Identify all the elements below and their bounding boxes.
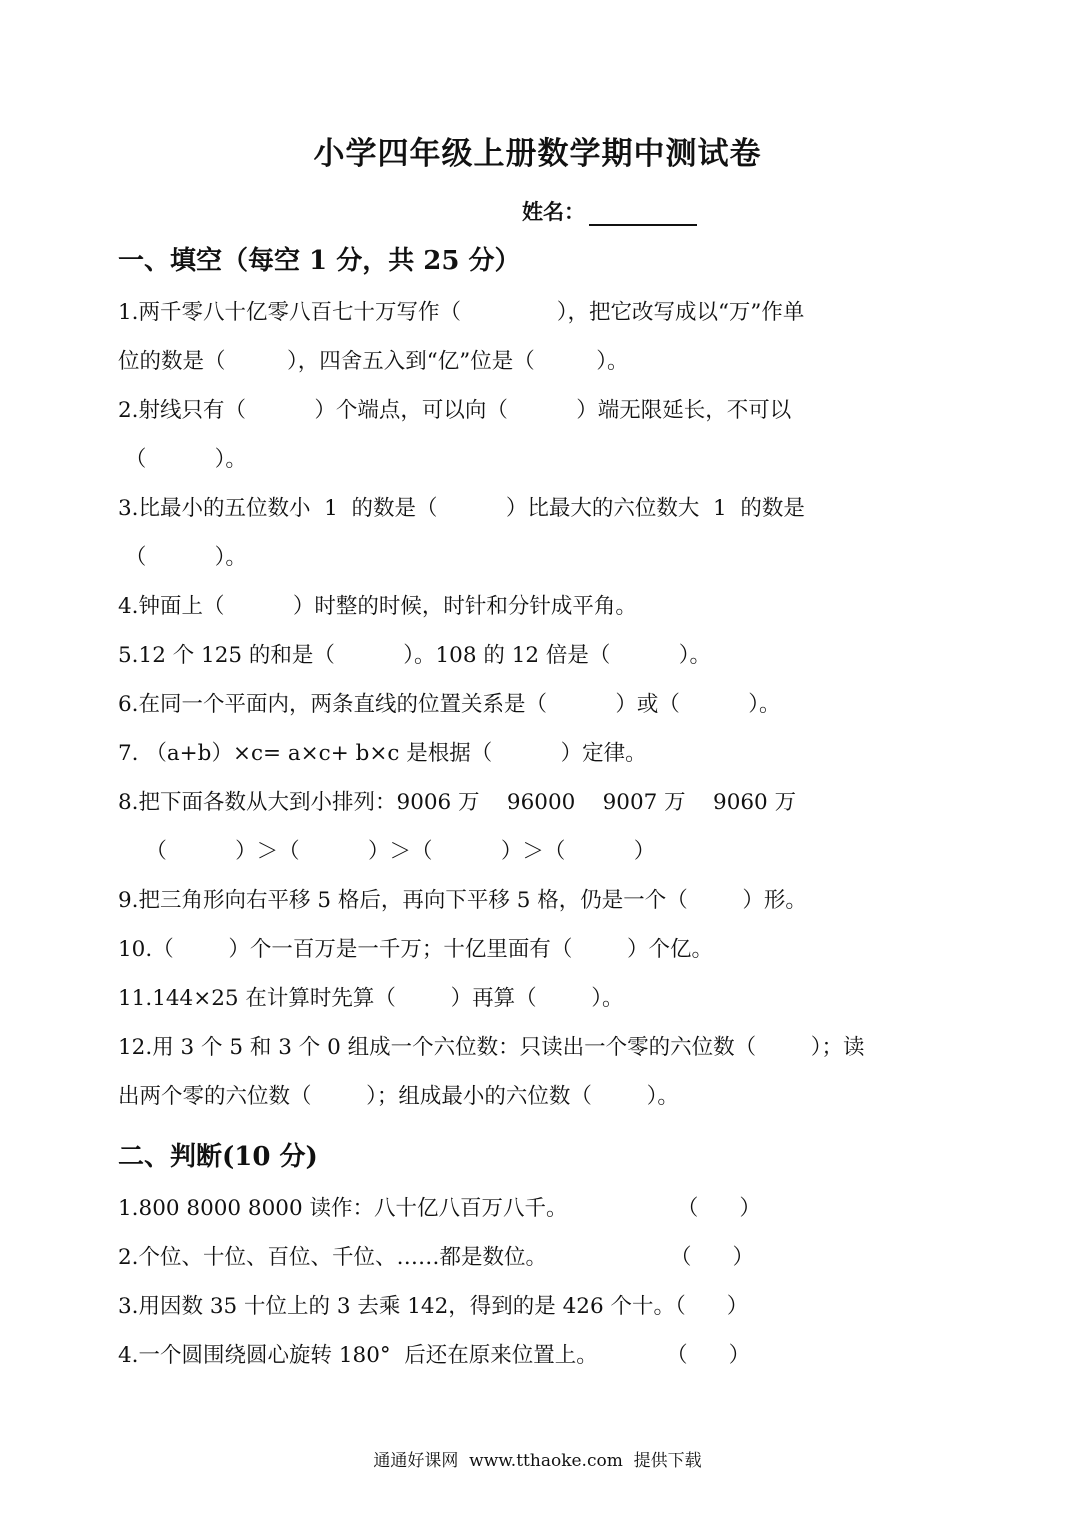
- judgment-line: 3.用因数 35 十位上的 3 去乘 142，得到的是 426 个十。（ ）: [118, 1294, 749, 1319]
- question-line: （ ）。: [118, 447, 247, 472]
- section-heading-true-false: 二、判断(10 分): [118, 1142, 318, 1172]
- judgment-line: 2.个位、十位、百位、千位、……都是数位。 （ ）: [118, 1245, 755, 1270]
- section-heading-fill-in: 一、填空（每空 1 分，共 25 分）: [118, 246, 521, 276]
- question-line: 7. （a+b）×c= a×c+ b×c 是根据（ ）定律。: [118, 741, 647, 766]
- question-line: 位的数是（ ），四舍五入到“亿”位是（ ）。: [118, 349, 629, 374]
- question-line: 12.用 3 个 5 和 3 个 0 组成一个六位数：只读出一个零的六位数（ ）；读: [118, 1035, 865, 1060]
- question-line: 3.比最小的五位数小 1 的数是（ ）比最大的六位数大 1 的数是: [118, 496, 805, 521]
- question-line: 2.射线只有（ ）个端点，可以向（ ）端无限延长，不可以: [118, 398, 792, 423]
- question-line: 6.在同一个平面内，两条直线的位置关系是（ ）或（ ）。: [118, 692, 781, 717]
- question-line: 8.把下面各数从大到小排列：9006 万 96000 9007 万 9060 万: [118, 790, 797, 815]
- footer-credit: 通通好课网 www.tthaoke.com 提供下载: [373, 1451, 702, 1471]
- judgment-line: 1.800 8000 8000 读作：八十亿八百万八千。 （ ）: [118, 1196, 761, 1221]
- question-line: 11.144×25 在计算时先算（ ）再算（ ）。: [118, 986, 624, 1011]
- question-line: （ ）＞（ ）＞（ ）＞（ ）: [118, 839, 656, 864]
- question-line: 5.12 个 125 的和是（ ）。108 的 12 倍是（ ）。: [118, 643, 711, 668]
- question-line: 4.钟面上（ ）时整的时候，时针和分针成平角。: [118, 594, 637, 619]
- judgment-line: 4.一个圆围绕圆心旋转 180° 后还在原来位置上。 （ ）: [118, 1343, 751, 1368]
- question-line: 1.两千零八十亿零八百七十万写作（ ），把它改写成以“万”作单: [118, 300, 805, 325]
- question-line: 出两个零的六位数（ ）；组成最小的六位数（ ）。: [118, 1084, 679, 1109]
- question-line: （ ）。: [118, 545, 247, 570]
- name-blank-line: [589, 202, 697, 226]
- name-field: [522, 196, 697, 226]
- question-line: 10.（ ）个一百万是一千万；十亿里面有（ ）个亿。: [118, 937, 714, 962]
- page-title: 小学四年级上册数学期中测试卷: [313, 136, 762, 172]
- question-line: 9.把三角形向右平移 5 格后，再向下平移 5 格，仍是一个（ ）形。: [118, 888, 807, 913]
- name-label: 姓名：: [522, 199, 585, 224]
